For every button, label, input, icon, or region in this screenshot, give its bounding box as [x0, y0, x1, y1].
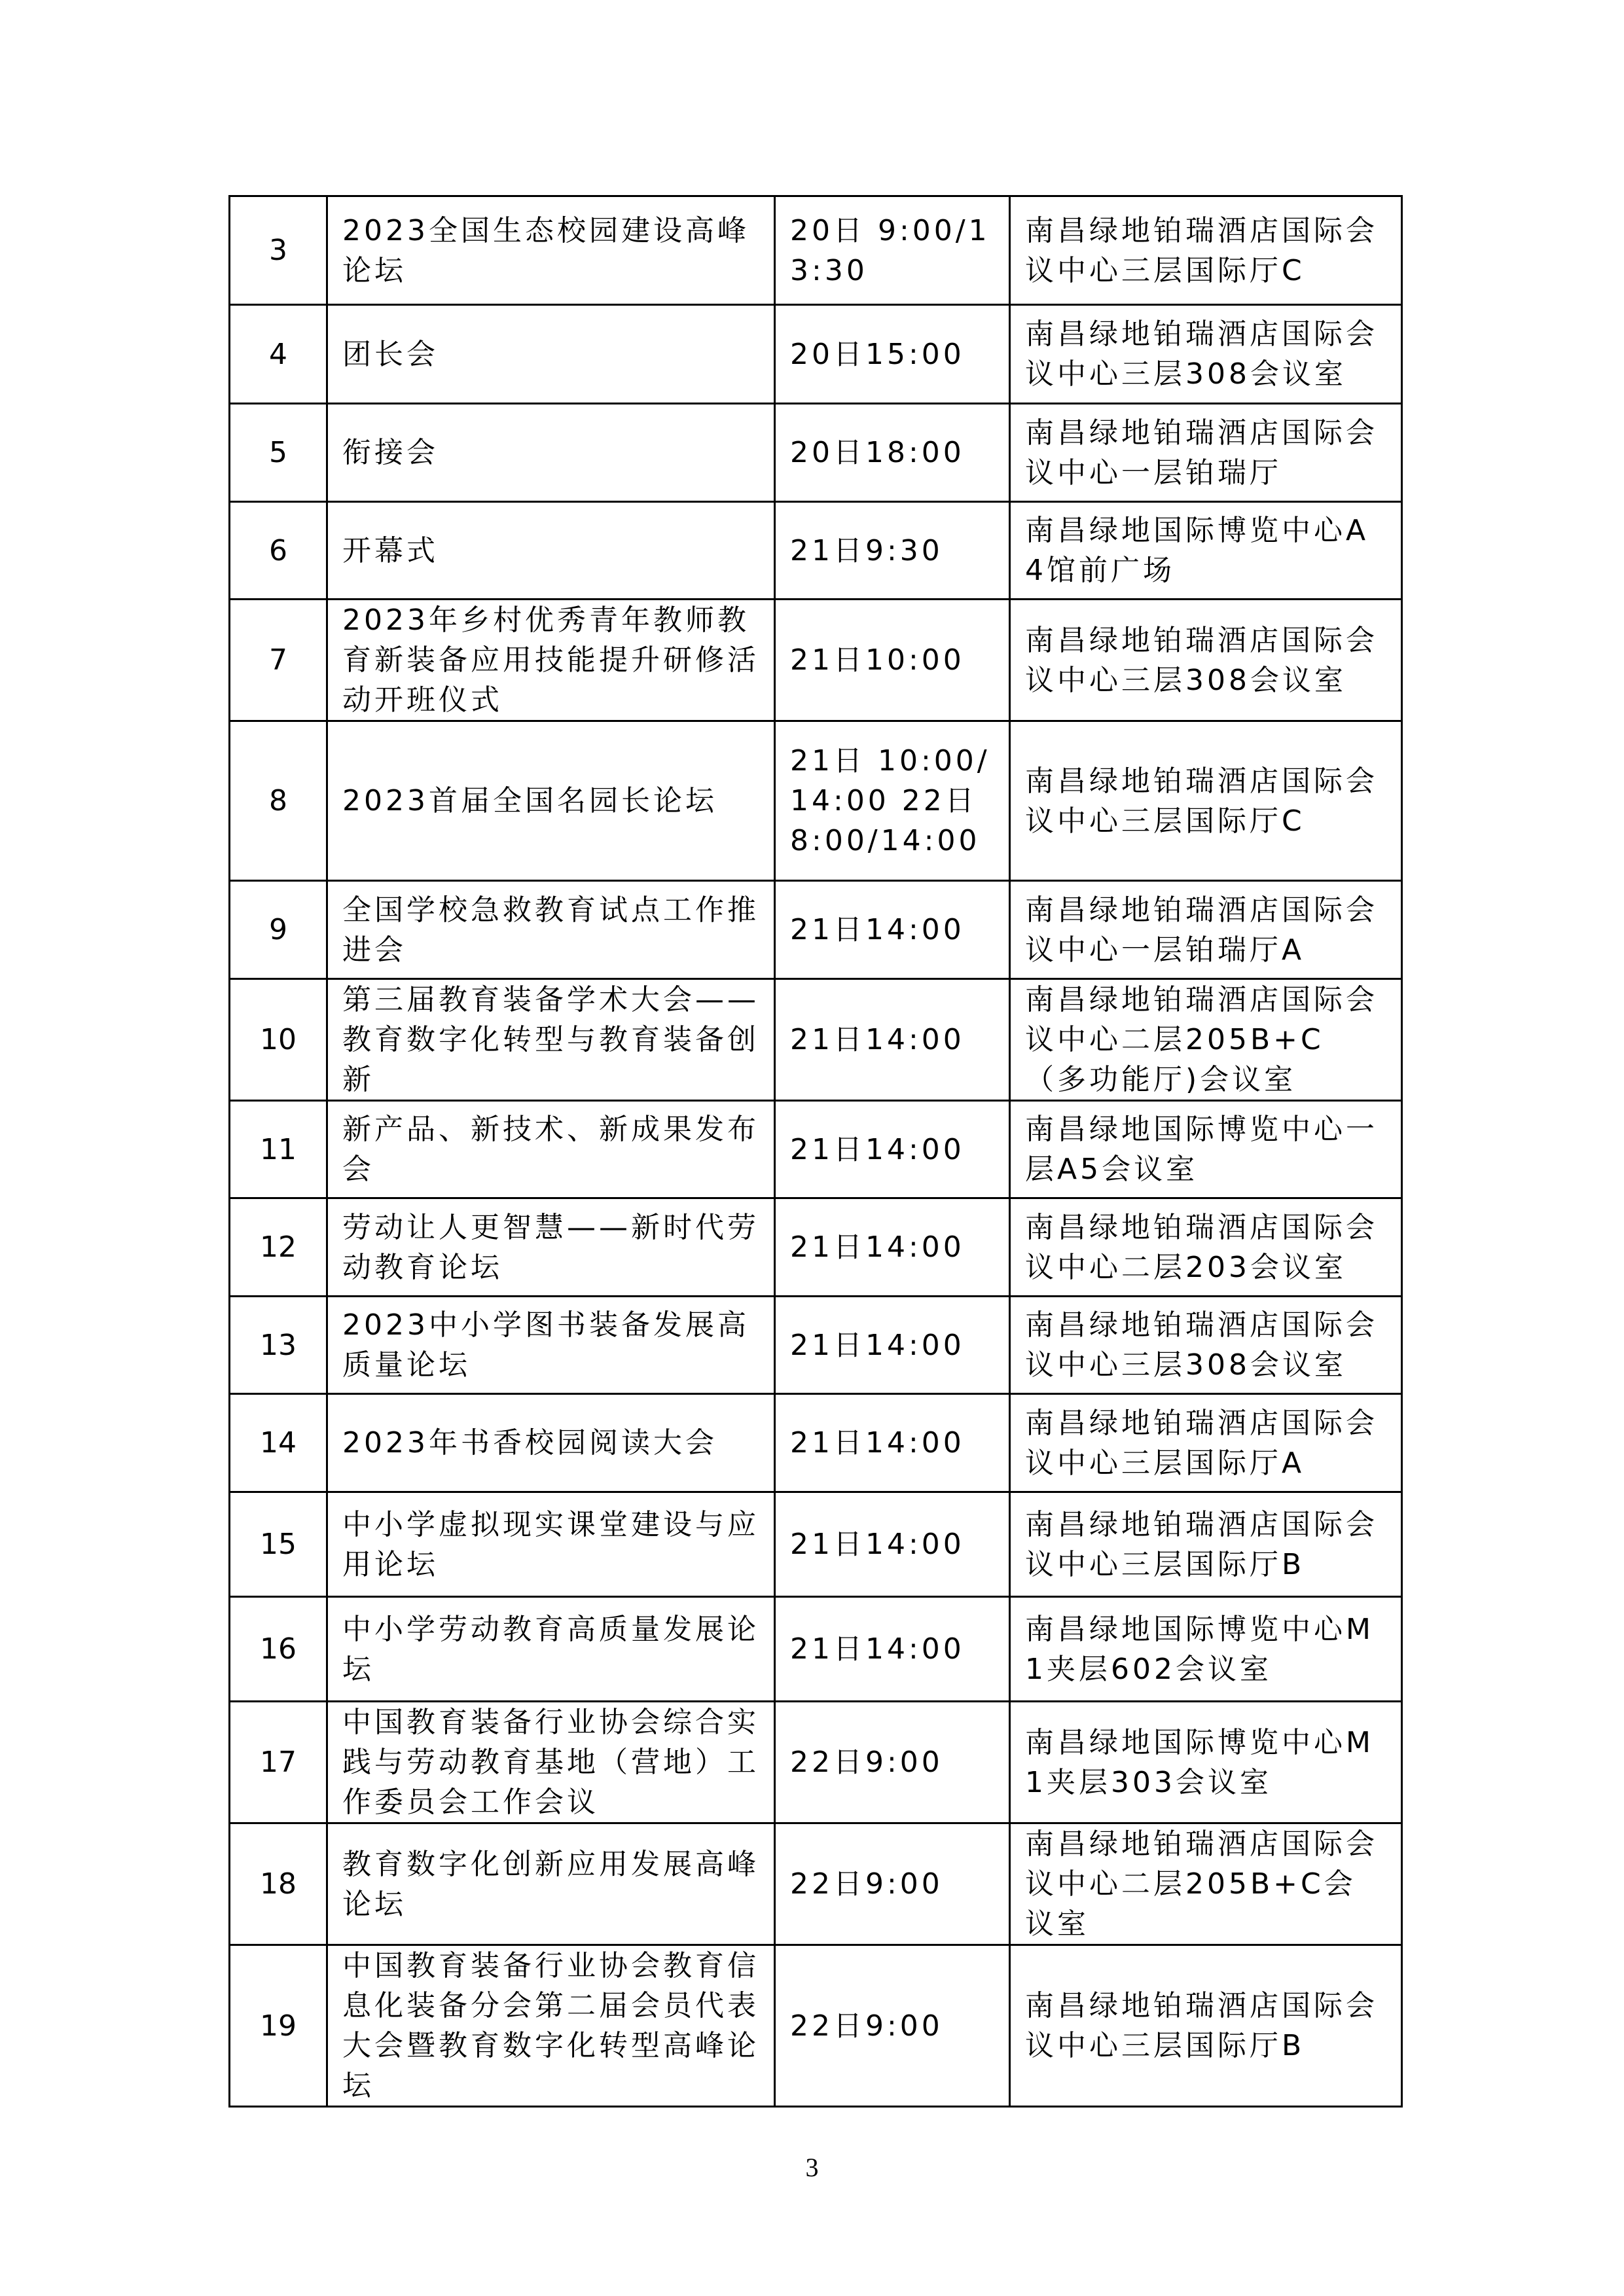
event-name: 中小学劳动教育高质量发展论坛	[327, 1597, 775, 1702]
schedule-table	[228, 195, 1403, 2108]
event-name: 开幕式	[327, 502, 775, 600]
table-row	[230, 1394, 1402, 1492]
table-row	[230, 1101, 1402, 1198]
event-time: 22日9:00	[775, 1702, 1010, 1823]
table-row	[230, 721, 1402, 881]
event-name: 2023首届全国名园长论坛	[327, 721, 775, 881]
event-time: 22日9:00	[775, 1823, 1010, 1945]
table-row	[230, 1297, 1402, 1394]
event-name: 全国学校急救教育试点工作推进会	[327, 881, 775, 979]
event-name: 第三届教育装备学术大会——教育数字化转型与教育装备创新	[327, 979, 775, 1101]
event-venue: 南昌绿地铂瑞酒店国际会议中心三层国际厅C	[1010, 196, 1402, 305]
event-name: 中国教育装备行业协会综合实践与劳动教育基地（营地）工作委员会工作会议	[327, 1702, 775, 1823]
event-venue: 南昌绿地国际博览中心M1夹层602会议室	[1010, 1597, 1402, 1702]
event-time: 21日14:00	[775, 1597, 1010, 1702]
table-row	[230, 404, 1402, 502]
event-venue: 南昌绿地铂瑞酒店国际会议中心二层205B+C（多功能厅)会议室	[1010, 979, 1402, 1101]
event-venue: 南昌绿地铂瑞酒店国际会议中心二层203会议室	[1010, 1198, 1402, 1297]
event-venue: 南昌绿地铂瑞酒店国际会议中心二层205B+C会议室	[1010, 1823, 1402, 1945]
row-number: 12	[230, 1198, 327, 1297]
event-time: 21日14:00	[775, 1492, 1010, 1597]
event-name: 中小学虚拟现实课堂建设与应用论坛	[327, 1492, 775, 1597]
event-venue: 南昌绿地铂瑞酒店国际会议中心三层国际厅B	[1010, 1945, 1402, 2107]
table-row	[230, 881, 1402, 979]
event-time: 20日15:00	[775, 305, 1010, 404]
table-row	[230, 1823, 1402, 1945]
event-venue: 南昌绿地铂瑞酒店国际会议中心三层308会议室	[1010, 600, 1402, 721]
event-venue: 南昌绿地铂瑞酒店国际会议中心一层铂瑞厅A	[1010, 881, 1402, 979]
table-row	[230, 1198, 1402, 1297]
event-venue: 南昌绿地铂瑞酒店国际会议中心三层308会议室	[1010, 1297, 1402, 1394]
event-venue: 南昌绿地铂瑞酒店国际会议中心三层308会议室	[1010, 305, 1402, 404]
event-time: 21日9:30	[775, 502, 1010, 600]
event-name: 2023年书香校园阅读大会	[327, 1394, 775, 1492]
table-row	[230, 305, 1402, 404]
event-time: 20日18:00	[775, 404, 1010, 502]
page-number: 3	[805, 2153, 819, 2182]
event-name: 中国教育装备行业协会教育信息化装备分会第二届会员代表大会暨教育数字化转型高峰论坛	[327, 1945, 775, 2107]
event-name: 新产品、新技术、新成果发布会	[327, 1101, 775, 1198]
row-number: 5	[230, 404, 327, 502]
table-row	[230, 196, 1402, 305]
event-time: 21日14:00	[775, 1198, 1010, 1297]
row-number: 7	[230, 600, 327, 721]
event-name: 教育数字化创新应用发展高峰论坛	[327, 1823, 775, 1945]
table-row	[230, 1702, 1402, 1823]
event-name: 劳动让人更智慧——新时代劳动教育论坛	[327, 1198, 775, 1297]
event-time: 21日 10:00/14:00 22日 8:00/14:00	[775, 721, 1010, 881]
event-time: 21日14:00	[775, 979, 1010, 1101]
row-number: 18	[230, 1823, 327, 1945]
event-name: 2023全国生态校园建设高峰论坛	[327, 196, 775, 305]
table-row	[230, 1492, 1402, 1597]
event-name: 2023中小学图书装备发展高质量论坛	[327, 1297, 775, 1394]
row-number: 13	[230, 1297, 327, 1394]
event-venue: 南昌绿地铂瑞酒店国际会议中心一层铂瑞厅	[1010, 404, 1402, 502]
event-time: 21日14:00	[775, 1101, 1010, 1198]
table-row	[230, 979, 1402, 1101]
row-number: 14	[230, 1394, 327, 1492]
row-number: 17	[230, 1702, 327, 1823]
row-number: 10	[230, 979, 327, 1101]
event-venue: 南昌绿地铂瑞酒店国际会议中心三层国际厅A	[1010, 1394, 1402, 1492]
row-number: 19	[230, 1945, 327, 2107]
event-time: 21日10:00	[775, 600, 1010, 721]
event-venue: 南昌绿地国际博览中心M1夹层303会议室	[1010, 1702, 1402, 1823]
row-number: 15	[230, 1492, 327, 1597]
event-venue: 南昌绿地国际博览中心A4馆前广场	[1010, 502, 1402, 600]
event-name: 2023年乡村优秀青年教师教育新装备应用技能提升研修活动开班仪式	[327, 600, 775, 721]
event-venue: 南昌绿地国际博览中心一层A5会议室	[1010, 1101, 1402, 1198]
row-number: 16	[230, 1597, 327, 1702]
event-time: 21日14:00	[775, 1394, 1010, 1492]
row-number: 6	[230, 502, 327, 600]
event-venue: 南昌绿地铂瑞酒店国际会议中心三层国际厅C	[1010, 721, 1402, 881]
table-row	[230, 502, 1402, 600]
event-time: 22日9:00	[775, 1945, 1010, 2107]
table-row	[230, 600, 1402, 721]
row-number: 4	[230, 305, 327, 404]
row-number: 3	[230, 196, 327, 305]
event-time: 21日14:00	[775, 1297, 1010, 1394]
event-time: 20日 9:00/13:30	[775, 196, 1010, 305]
table-row	[230, 1597, 1402, 1702]
row-number: 11	[230, 1101, 327, 1198]
event-venue: 南昌绿地铂瑞酒店国际会议中心三层国际厅B	[1010, 1492, 1402, 1597]
row-number: 9	[230, 881, 327, 979]
event-name: 衔接会	[327, 404, 775, 502]
event-name: 团长会	[327, 305, 775, 404]
table-row	[230, 1945, 1402, 2107]
event-time: 21日14:00	[775, 881, 1010, 979]
row-number: 8	[230, 721, 327, 881]
